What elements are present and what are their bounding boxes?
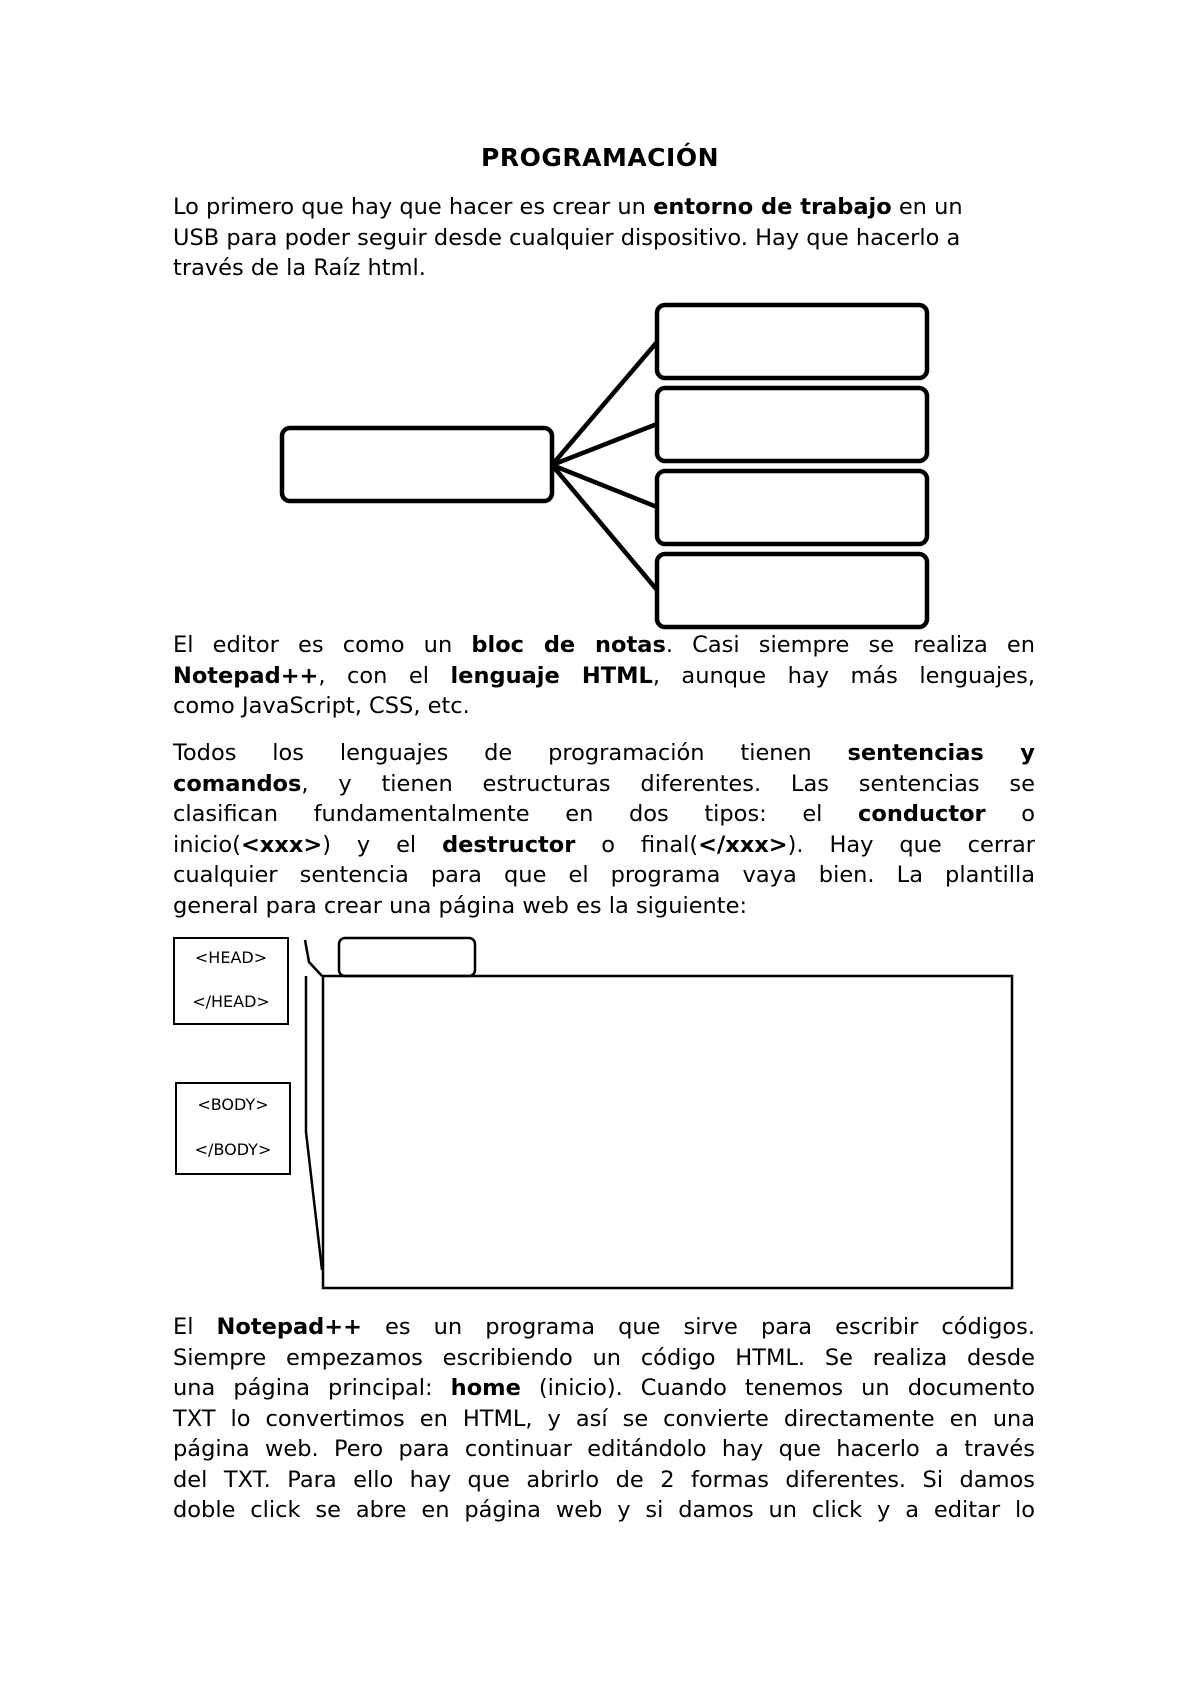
languages-line-6: general para crear una página web es la siguiente:: [173, 892, 748, 919]
languages-line-5: cualquier sentencia para que el programa vaya bien. La plantilla: [173, 862, 1035, 888]
intro-line-1: Lo primero que hay que hacer es crear un entorno de trabajo en un: [173, 194, 963, 220]
intro-line-2: USB para poder seguir desde cualquier dispositivo. Hay que hacerlo a: [173, 224, 961, 251]
notepad-line-4: TXT lo convertimos en HTML, y así se convierte directamente en una: [173, 1405, 1035, 1432]
notepad-paragraph: [173, 1312, 1035, 1526]
notepad-line-2: Siempre empezamos escribiendo un código HTML. Se realiza desde: [173, 1344, 1035, 1371]
body-open-tag: <BODY>: [197, 1095, 269, 1114]
languages-line-3: clasifican fundamentalmente en dos tipos: el conductor o: [173, 801, 1036, 827]
head-close-tag: </HEAD>: [192, 992, 270, 1011]
editor-line-1: El editor es como un bloc de notas. Casi siempre se realiza en: [173, 632, 1036, 658]
languages-line-1: Todos los lenguajes de programación tienen sentencias y: [173, 740, 1035, 766]
notepad-line-6: del TXT. Para ello hay que abrirlo de 2 formas diferentes. Si damos: [173, 1466, 1035, 1493]
template-window: [323, 976, 1012, 1288]
languages-line-4: inicio(<xxx>) y el destructor o final(</xxx>). Hay que cerrar: [173, 831, 1035, 858]
bold-entorno: entorno de trabajo: [653, 194, 892, 220]
notepad-line-7: doble click se abre en página web y si damos un click y a editar lo: [173, 1497, 1035, 1523]
body-close-tag: </BODY>: [194, 1140, 272, 1159]
intro-line-3: través de la Raíz html.: [173, 255, 426, 281]
editor-line-2: Notepad++, con el lenguaje HTML, aunque hay más lenguajes,: [173, 662, 1035, 689]
head-open-tag: <HEAD>: [194, 948, 268, 967]
languages-line-2: comandos, y tienen estructuras diferentes. Las sentencias se: [173, 770, 1035, 797]
template-tab: [339, 938, 475, 976]
notepad-line-5: página web. Pero para continuar editándolo hay que hacerlo a través: [173, 1436, 1035, 1462]
head-bracket: [305, 940, 322, 976]
body-bracket: [306, 976, 322, 1270]
notepad-line-1: El Notepad++ es un programa que sirve para escribir códigos.: [173, 1314, 1035, 1340]
notepad-line-3: una página principal: home (inicio). Cuando tenemos un documento: [173, 1375, 1035, 1401]
page-title: PROGRAMACIÓN: [481, 143, 719, 172]
editor-line-3: como JavaScript, CSS, etc.: [173, 693, 470, 719]
